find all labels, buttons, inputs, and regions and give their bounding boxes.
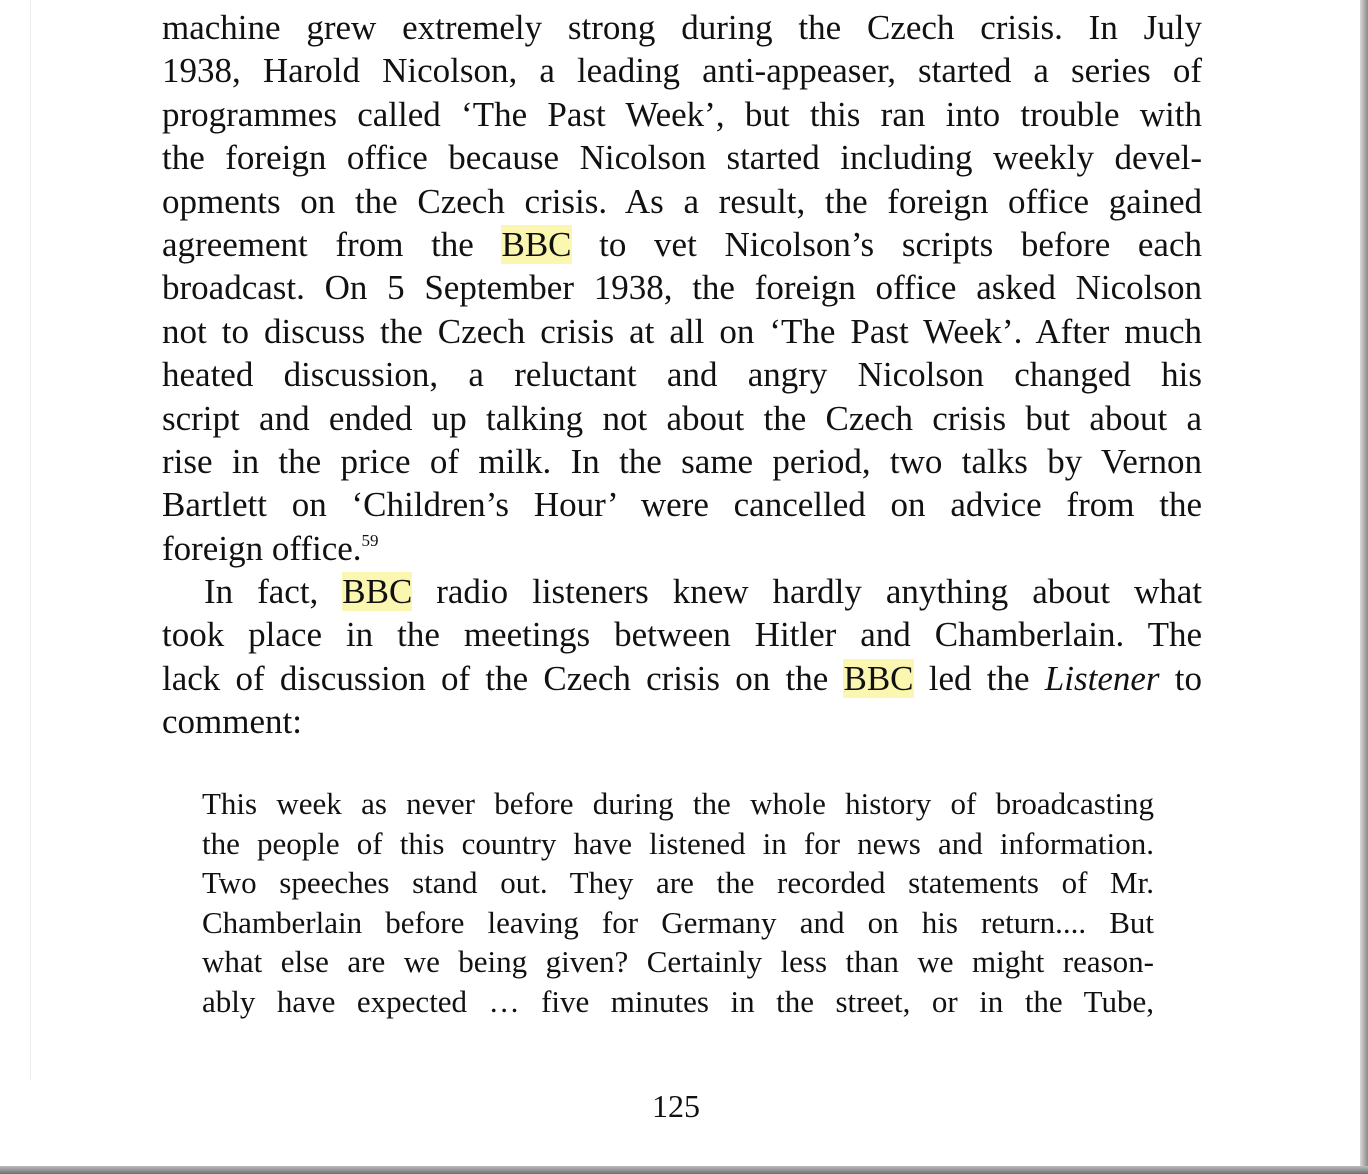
text-run: to vet Nicolson’s scripts before each [571,224,1202,264]
text-line [162,657,1202,700]
text-run: radio listeners knew hardly anything about what [412,572,1202,612]
text-line: the foreign office because Nicolson started including weekly devel- [162,138,1202,178]
text-line: programmes called ‘The Past Week’, but this ran into trouble with [162,94,1202,134]
quote-line: what else are we being given? Certainly less than we might reason- [202,944,1154,980]
page-edge-shadow [1360,0,1368,1174]
text-line: 1938, Harold Nicolson, a leading anti-appeaser, started a series of [162,51,1202,91]
italic-title: Listener [1044,658,1160,698]
quote-line: the people of this country have listened in for news and information. [202,825,1154,861]
paragraph-1 [162,6,1202,570]
text-line: heated discussion, a reluctant and angry Nicolson changed his [162,355,1202,395]
text-line: broadcast. On 5 September 1938, the foreign office asked Nicolson [162,268,1202,308]
search-highlight: BBC [843,658,914,698]
text-run: lack of discussion of the Czech crisis on the [162,658,844,698]
block-quote [202,784,1154,1022]
text-run: to [1159,658,1202,698]
page-edge-shadow [0,1166,1368,1174]
quote-line: ably have expected … five minutes in the street, or in the Tube, [202,983,1154,1019]
text-line: opments on the Czech crisis. As a result, the foreign office gained [162,181,1202,221]
text-line [162,223,1202,266]
text-line: rise in the price of milk. In the same period, two talks by Vernon [162,441,1202,481]
search-highlight: BBC [501,224,572,264]
text-line: Bartlett on ‘Children’s Hour’ were cancelled on advice from the [162,485,1202,525]
text-line [162,527,1202,570]
text-line: comment: [162,702,302,742]
paragraph-2 [162,570,1202,744]
text-line: machine grew extremely strong during the Czech crisis. In July [162,8,1202,47]
quote-line: This week as never before during the whole history of broadcasting [202,786,1154,821]
page-number: 125 [652,1088,700,1124]
text-line: not to discuss the Czech crisis at all on ‘The Past Week’. After much [162,311,1202,351]
search-highlight: BBC [342,572,413,612]
text-line: took place in the meetings between Hitler and Chamberlain. The [162,615,1202,655]
text-run: led the [913,658,1045,698]
quote-line: Chamberlain before leaving for Germany and on his return.... But [202,904,1154,940]
text-line: script and ended up talking not about the Czech crisis but about a [162,398,1202,438]
footnote-marker: 59 [361,530,379,550]
page-fold-line [30,0,31,1080]
body-text [162,6,1202,744]
text-run: agreement from the [162,224,502,264]
text-run: foreign office. [162,528,362,568]
text-line [162,570,1202,613]
quote-line: Two speeches stand out. They are the recorded statements of Mr. [202,865,1154,901]
text-run: In fact, [204,572,343,612]
